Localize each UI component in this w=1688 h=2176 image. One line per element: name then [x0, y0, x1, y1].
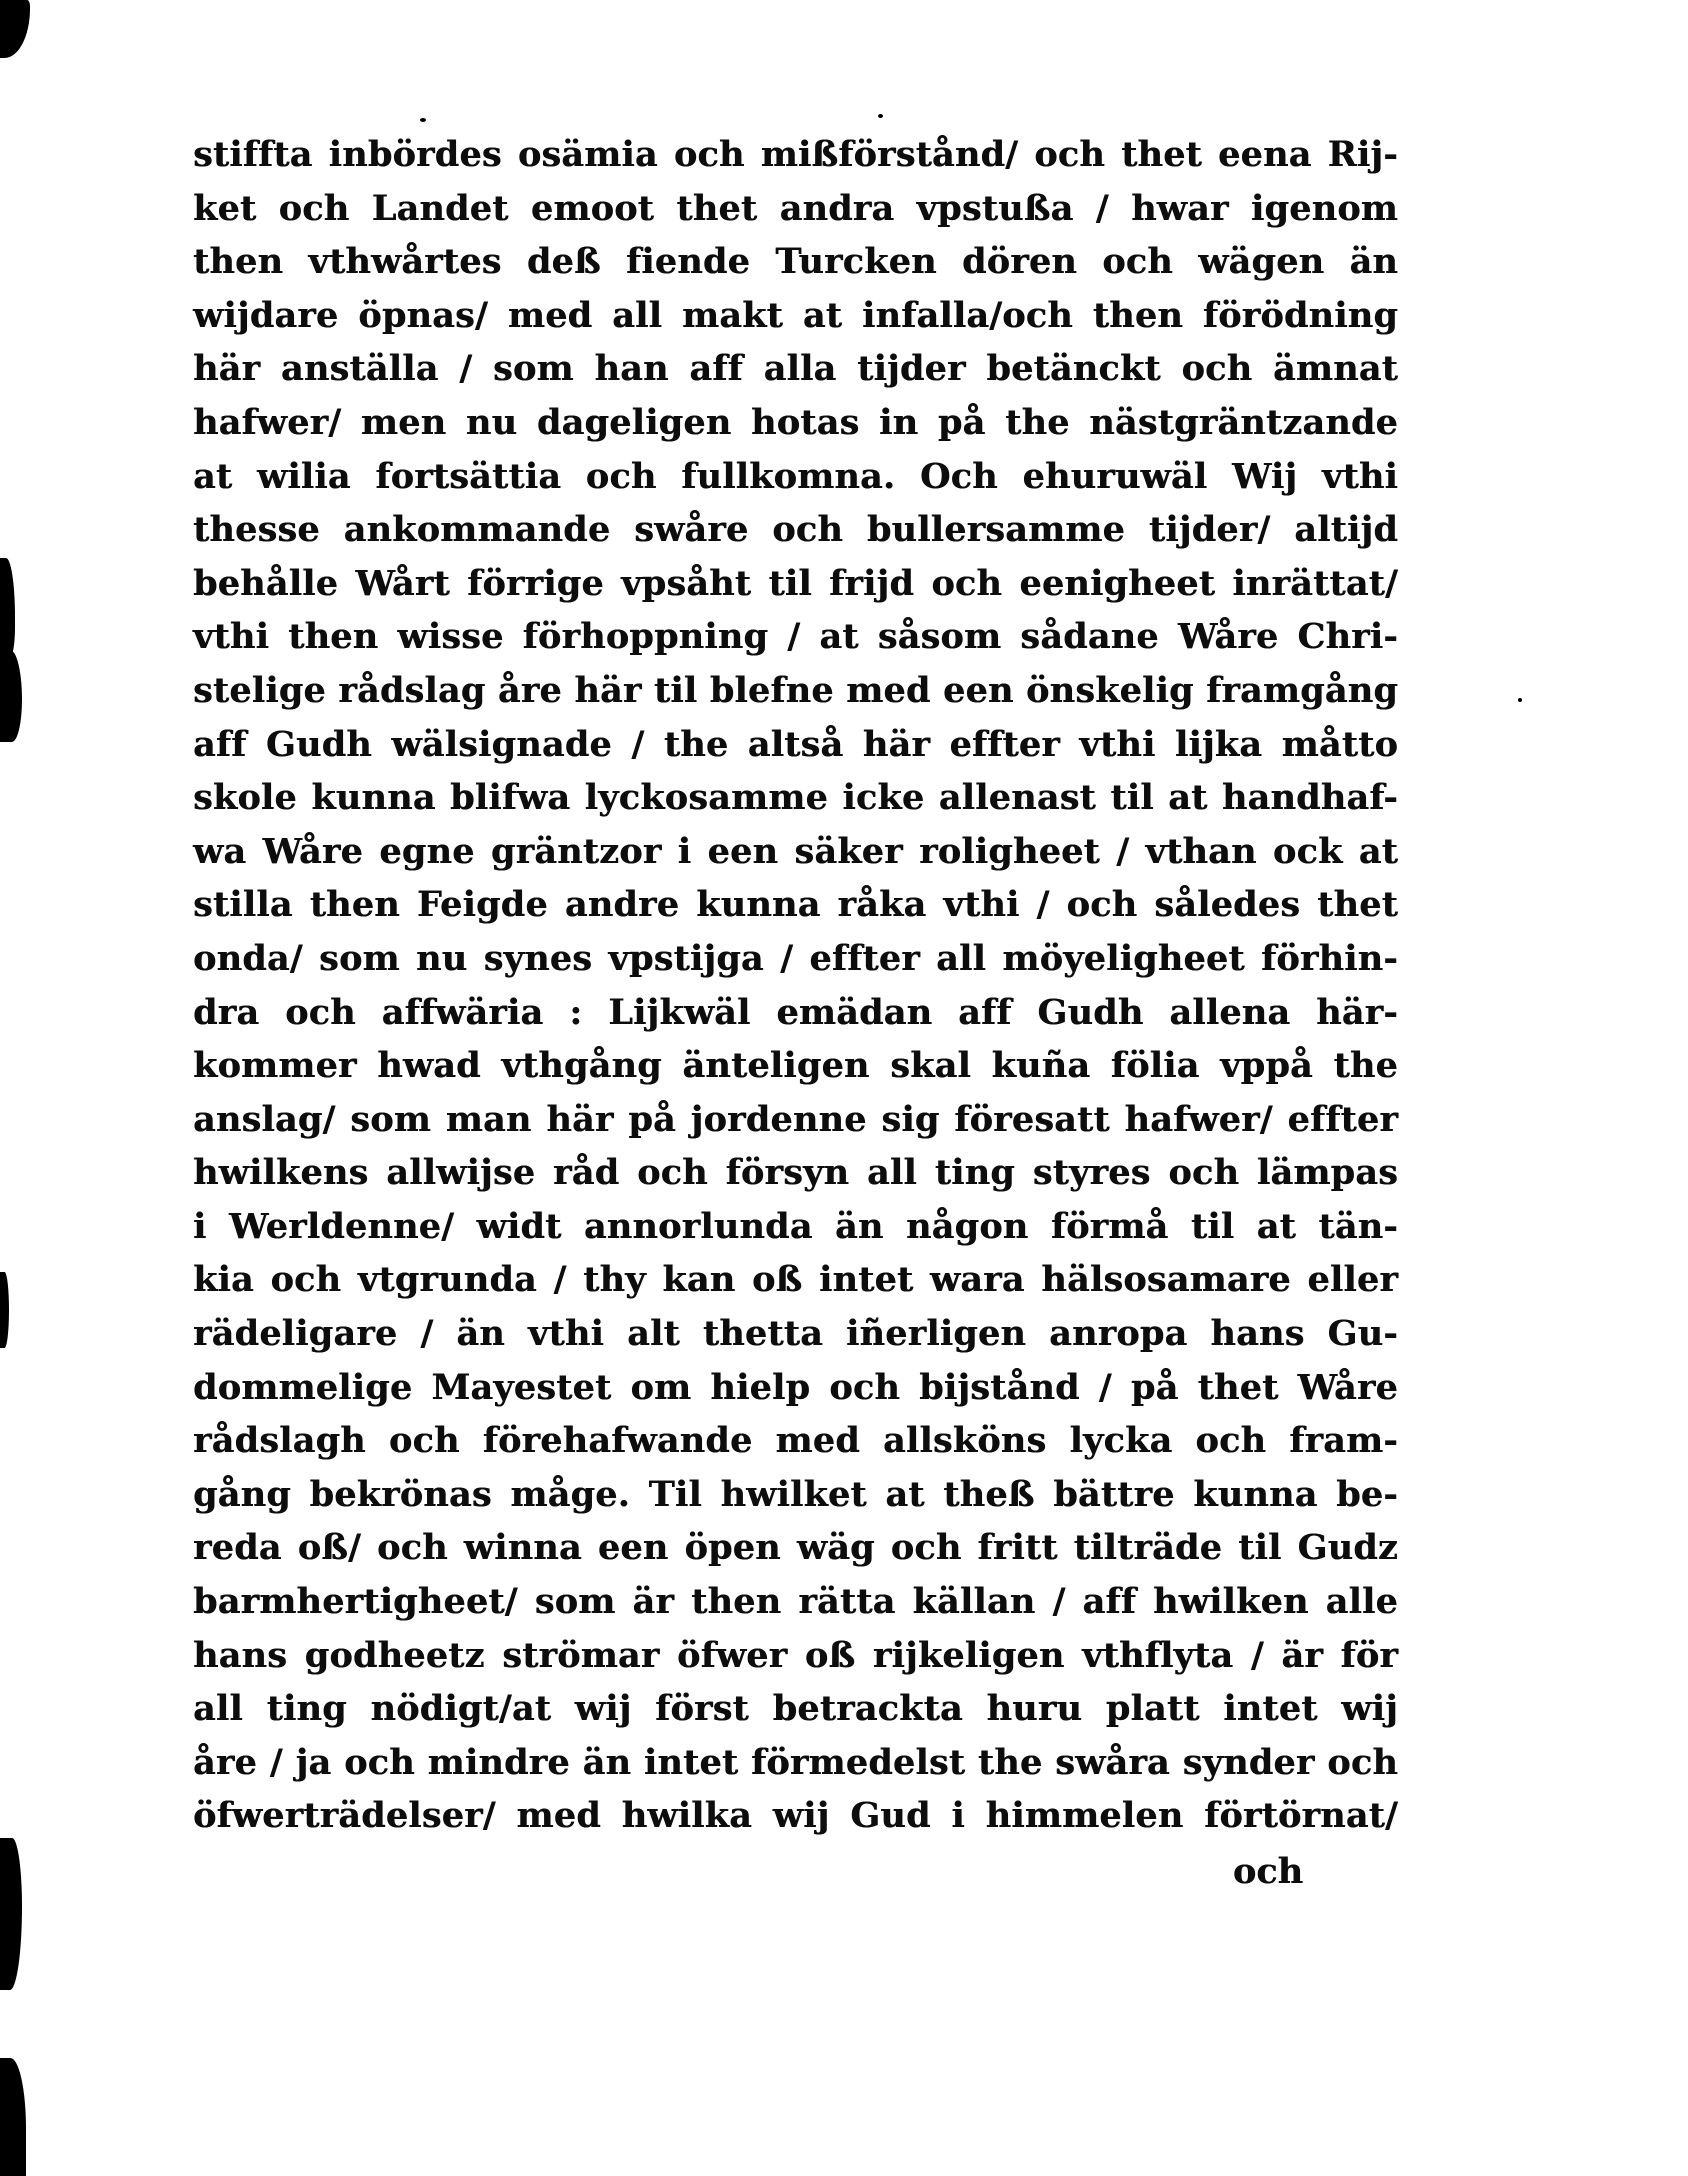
text-line: stelige rådslag åre här til blefne med een önskelig framgång [193, 669, 1398, 711]
ink-blot-left-upper-2 [0, 650, 22, 742]
text-line: skole kunna blifwa lyckosamme icke allenast til at handhaf- [193, 777, 1398, 819]
text-line: ket och Landet emoot thet andra vpstußa / hwar igenom [193, 187, 1398, 229]
text-line: onda/ som nu synes vpstijga / effter all möyeligheet förhin- [193, 937, 1398, 979]
text-line: anslag/ som man här på jordenne sig föresatt hafwer/ effter [193, 1098, 1398, 1140]
ink-speck [420, 118, 426, 122]
catchword-row [193, 1845, 1398, 1899]
text-line: kommer hwad vthgång änteligen skal kuña fölia vppå the [193, 1045, 1398, 1087]
text-line: reda oß/ och winna een öpen wäg och fritt tilträde til Gudz [193, 1527, 1398, 1569]
text-line: vthi then wisse förhoppning / at såsom sådane Wåre Chri- [193, 616, 1398, 658]
text-line: barmhertigheet/ som är then rätta källan / aff hwilken alle [193, 1581, 1398, 1623]
text-line: wa Wåre egne gräntzor i een säker roligheet / vthan ock at [193, 830, 1398, 872]
body-text-block [193, 128, 1398, 1843]
ink-speck [1518, 698, 1522, 702]
text-line: dommelige Mayestet om hielp och bijstånd / på thet Wåre [193, 1366, 1398, 1408]
text-line: rädeligare / än vthi alt thetta iñerligen anropa hans Gu- [193, 1313, 1398, 1355]
text-line: then vthwårtes deß fiende Turcken dören och wägen än [193, 241, 1398, 283]
catchword: och [1232, 1851, 1303, 1892]
text-line: stilla then Feigde andre kunna råka vthi / och således thet [193, 884, 1398, 926]
text-line: öfwerträdelser/ med hwilka wij Gud i himmelen förtörnat/ [193, 1795, 1398, 1837]
text-line: hans godheetz strömar öfwer oß rijkeligen vthflyta / är för [193, 1634, 1398, 1676]
ink-blot-bottom-left [0, 2058, 26, 2176]
ink-speck [878, 114, 883, 118]
text-line: behålle Wårt förrige vpsåht til frijd och eenigheet inrättat/ [193, 562, 1398, 604]
ink-blot-left-lower [0, 1838, 22, 1990]
text-line: gång bekrönas måge. Til hwilket at theß bättre kunna be- [193, 1473, 1398, 1515]
text-line: wijdare öpnas/ med all makt at infalla/och then förödning [193, 294, 1398, 336]
text-line: rådslagh och förehafwande med allsköns lycka och fram- [193, 1420, 1398, 1462]
text-line: hafwer/ men nu dageligen hotas in på the nästgräntzande [193, 401, 1398, 443]
text-line: i Werldenne/ widt annorlunda än någon förmå til at tän- [193, 1205, 1398, 1247]
text-line: aff Gudh wälsignade / the altså här effter vthi lijka måtto [193, 723, 1398, 765]
ink-blot-top-left [0, 0, 30, 58]
text-line: stiffta inbördes osämia och mißförstånd/ och thet eena Rij- [193, 134, 1398, 175]
text-line: thesse ankommande swåre och bullersamme tijder/ altijd [193, 509, 1398, 551]
text-line: dra och affwäria : Lijkwäl emädan aff Gudh allena här- [193, 991, 1398, 1033]
ink-blot-left-upper [0, 558, 15, 656]
text-line: at wilia fortsättia och fullkomna. Och ehuruwäl Wij vthi [193, 455, 1398, 497]
text-line: här anställa / som han aff alla tijder betänckt och ämnat [193, 348, 1398, 390]
text-line: hwilkens allwijse råd och försyn all ting styres och lämpas [193, 1152, 1398, 1194]
text-line: kia och vtgrunda / thy kan oß intet wara hälsosamare eller [193, 1259, 1398, 1301]
ink-blot-left-middle [0, 1272, 9, 1348]
text-line: all ting nödigt/at wij först betrackta huru platt intet wij [193, 1688, 1398, 1730]
text-line: åre / ja och mindre än intet förmedelst the swåra synder och [193, 1741, 1398, 1783]
